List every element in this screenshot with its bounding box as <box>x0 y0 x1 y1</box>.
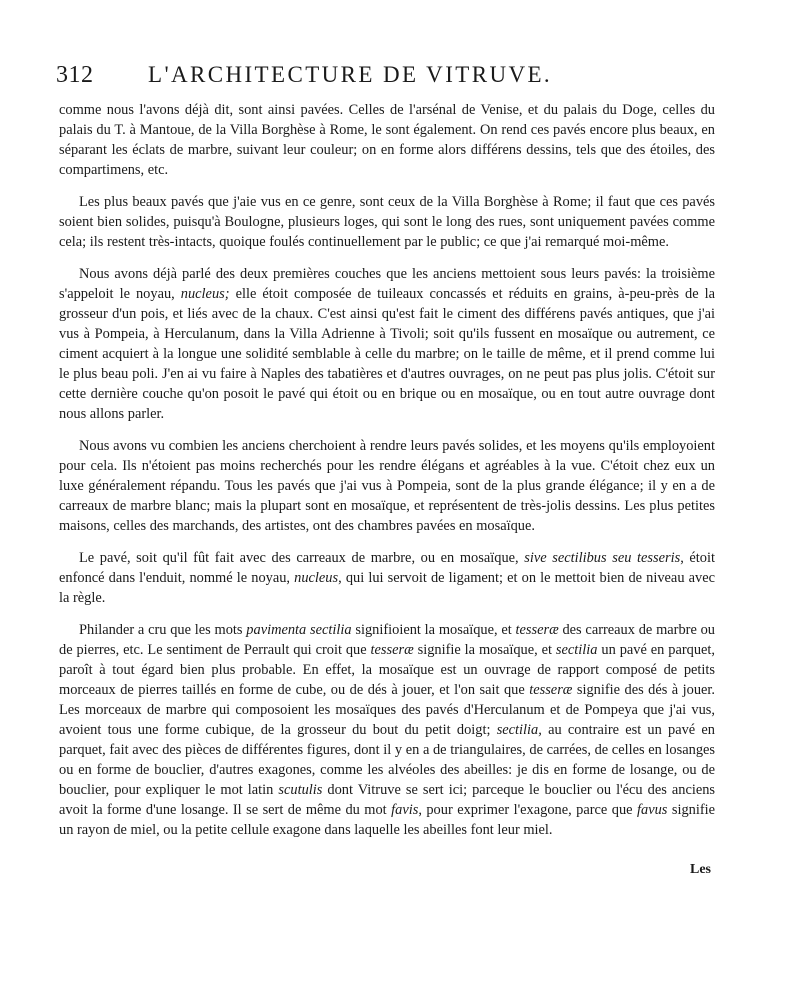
italic-term: tesseræ <box>515 622 559 638</box>
paragraph <box>59 192 715 252</box>
page-header <box>56 62 726 92</box>
paragraph <box>59 436 715 536</box>
italic-term: pavimenta sectilia <box>246 622 352 638</box>
italic-term: scutulis <box>278 782 323 798</box>
italic-term: sectilia, <box>496 722 542 738</box>
text-run: Nous avons déjà parlé des deux premières couches que les anciens mettoient sous leurs pavés: la troisième s'appeloit le noyau, <box>59 266 715 302</box>
text-run: Philander a cru que les mots <box>79 622 247 638</box>
paragraph <box>59 100 715 180</box>
italic-term: tesseræ <box>529 682 573 698</box>
text-run: comme nous l'avons déjà dit, sont ainsi pavées. Celles de l'arsénal de Venise, et du palais du Doge, celles du palais du T. à Mantoue, de la Villa Borghèse à Rome, le sont également. On rend ces pavés encore plus beaux, en séparant les éclats de marbre, suivant leur couleur; on en forme alors différens dessins, tels que des étoiles, des compartimens, etc. <box>59 102 715 178</box>
text-run: signifie un rayon de miel, ou la petite cellule exagone dans laquelle les abeilles font leur miel. <box>59 802 716 838</box>
text-run: dont Vitruve se sert ici; parceque le bouclier ou l'écu des anciens avoit la forme d'une losange. Il se sert de même du mot <box>59 782 716 818</box>
text-run: signifioient la mosaïque, et <box>351 622 516 638</box>
italic-term: favis <box>391 802 419 818</box>
paragraph <box>59 548 715 608</box>
text-run: Nous avons vu combien les anciens cherchoient à rendre leurs pavés solides, et les moyens qu'ils employoient pour cela. Ils n'étoient pas moins recherchés pour les rendre élégans et agréables à la vue. C'étoit chez eux un luxe généralement répandu. Tous les pavés que j'ai vus à Pompeia, sont de la plus grande élégance; il y en a de carreaux de marbre blanc; mais la plupart sont en mosaïque, et représentent de très-jolis dessins. Les plus petites maisons, celles des marchands, des artistes, ont des chambres pavées en mosaïque. <box>59 438 715 534</box>
text-run: Le pavé, soit qu'il fût fait avec des carreaux de marbre, ou en mosaïque, <box>79 550 525 566</box>
text-run: , qui lui servoit de ligament; et on le mettoit bien de niveau avec la règle. <box>59 570 715 606</box>
body-text <box>59 100 715 840</box>
running-title: L'ARCHITECTURE DE VITRUVE. <box>148 62 553 87</box>
italic-term: sive sectilibus seu tesseris <box>524 550 681 566</box>
italic-term: tesseræ <box>370 642 414 658</box>
text-run: un pavé en parquet, paroît à tout égard bien plus probable. En effet, la mosaïque est un ouvrage de rapport composé de petits morceaux de pierres taillés en forme de cube, ou de dés à jouer, et l'on sait que <box>59 642 715 698</box>
text-run: des carreaux de marbre ou de pierres, etc. Le sentiment de Perrault qui croit que <box>59 622 715 658</box>
text-run: signifie des dés à jouer. Les morceaux de marbre qui composoient les mosaïques des pavés d'Herculanum et de Pompeya que j'ai vus, avoient tous une forme cubique, de la grosseur du bout du petit doigt; <box>59 682 715 738</box>
paragraph <box>59 264 715 424</box>
text-run: , pour exprimer l'exagone, parce que <box>418 802 637 818</box>
italic-term: nucleus; <box>180 286 230 302</box>
italic-term: favus <box>637 802 668 818</box>
text-run: , étoit enfoncé dans l'enduit, nommé le noyau, <box>59 550 715 586</box>
italic-term: sectilia <box>555 642 598 658</box>
catchword: Les <box>690 862 711 877</box>
page-number: 312 <box>56 62 94 88</box>
text-run: elle étoit composée de tuileaux concassés et réduits en grains, à-peu-près de la grosseur d'un pois, et liés avec de la chaux. C'est ainsi qu'est fait le ciment des différens pavés antiques, que j'ai vus à Pompeia, à Herculanum, dans la Villa Adrienne à Tivoli; soit qu'ils fussent en mosaïque ou autrement, ce ciment acquiert à la longue une solidité semblable à celle du marbre; on le taille de même, et il prend comme lui le plus beau poli. J'en ai vu faire à Naples des tabatières et d'autres ouvrages, on ne peut pas plus jolis. C'étoit sur cette dernière couche qu'on posoit le pavé qui étoit ou en brique ou en mosaïque, ou en tout autre ouvrage dont nous allons parler. <box>59 286 715 422</box>
text-run: au contraire est un pavé en parquet, fait avec des pièces de différentes figures, dont il y en a de triangulaires, de carrées, de celles en losanges ou en forme de bouclier, d'autres exagones, comme les alvéoles des abeilles: je dis en forme de losange, ou de bouclier, pour expliquer le mot latin <box>59 722 715 798</box>
text-run: Les plus beaux pavés que j'aie vus en ce genre, sont ceux de la Villa Borghèse à Rome; il faut que ces pavés soient bien solides, puisqu'à Boulogne, plusieurs loges, qui sont le long des rues, sont uniquement pavées comme cela; ils restent très-intacts, quoique foulés continuellement par le public; ce que j'ai remarqué moi-même. <box>59 194 715 250</box>
paragraph <box>59 620 715 840</box>
text-run: signifie la mosaïque, et <box>413 642 556 658</box>
italic-term: nucleus <box>294 570 339 586</box>
